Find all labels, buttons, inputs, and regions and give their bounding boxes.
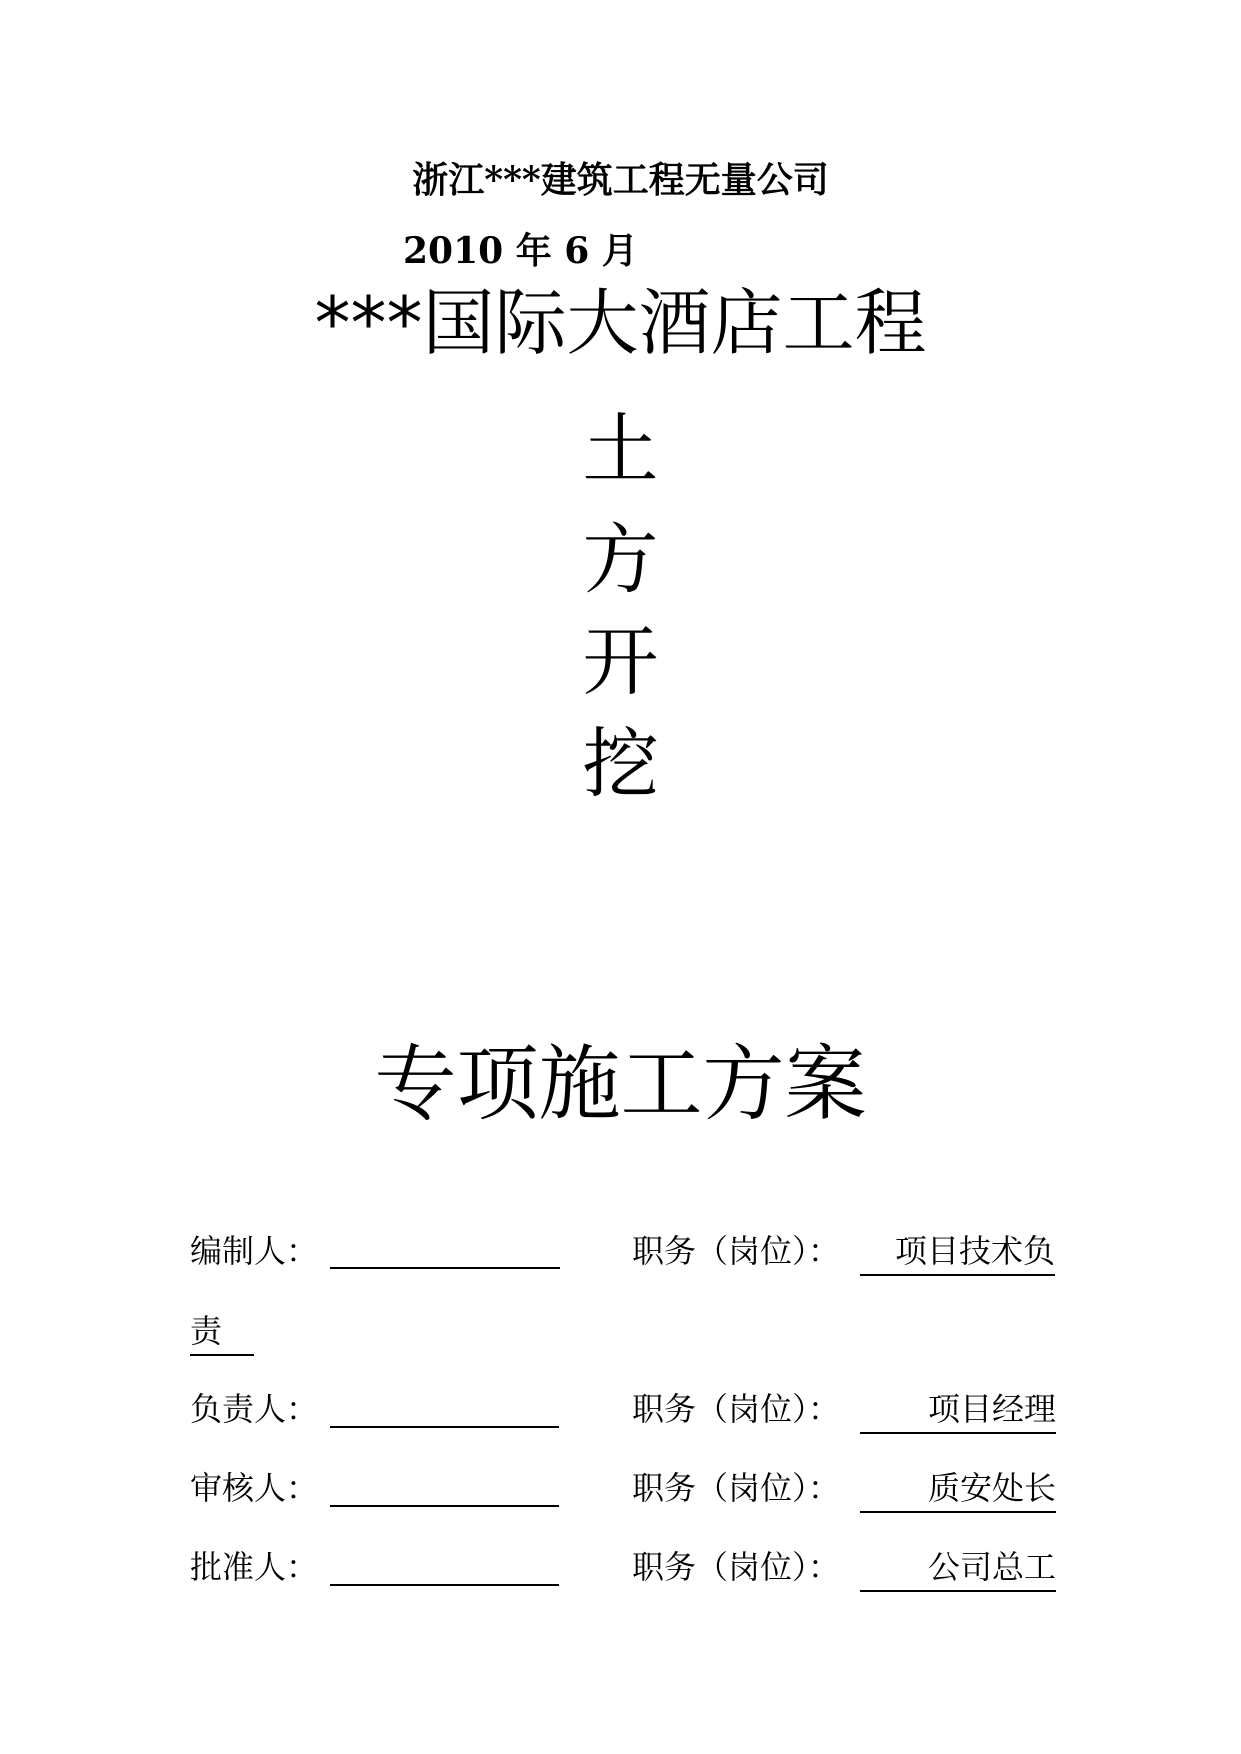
compiler-blank[interactable] [330,1267,560,1269]
approver-blank[interactable] [330,1584,559,1586]
vertical-title-char-1: 土 [582,405,659,494]
approver-duty-value: 公司总工 [860,1544,1056,1592]
responsible-label: 负责人： [190,1390,319,1428]
project-title: ***国际大酒店工程 [314,281,927,365]
responsible-blank[interactable] [330,1426,559,1428]
reviewer-duty-value: 质安处长 [860,1465,1056,1513]
reviewer-duty-label: 职务（岗位）： [632,1469,841,1507]
company-name: 浙江***建筑工程无量公司 [412,159,829,201]
compiler-duty-value-wrap: 责 [190,1308,254,1356]
responsible-duty-value: 项目经理 [860,1386,1056,1434]
responsible-duty-label: 职务（岗位）： [632,1390,841,1428]
compiler-duty-value: 项目技术负 [860,1228,1055,1276]
vertical-title-char-3: 开 [582,617,659,706]
plan-title: 专项施工方案 [374,1037,867,1132]
compiler-label: 编制人： [190,1232,319,1270]
approver-label: 批准人： [190,1548,319,1586]
reviewer-label: 审核人： [190,1469,319,1507]
vertical-title-char-4: 挖 [582,719,659,808]
reviewer-blank[interactable] [330,1505,559,1507]
approver-duty-label: 职务（岗位）： [632,1548,841,1586]
vertical-title-char-2: 方 [582,515,659,604]
document-date: 2010 年 6 月 [403,230,638,272]
compiler-duty-label: 职务（岗位）： [632,1232,841,1270]
